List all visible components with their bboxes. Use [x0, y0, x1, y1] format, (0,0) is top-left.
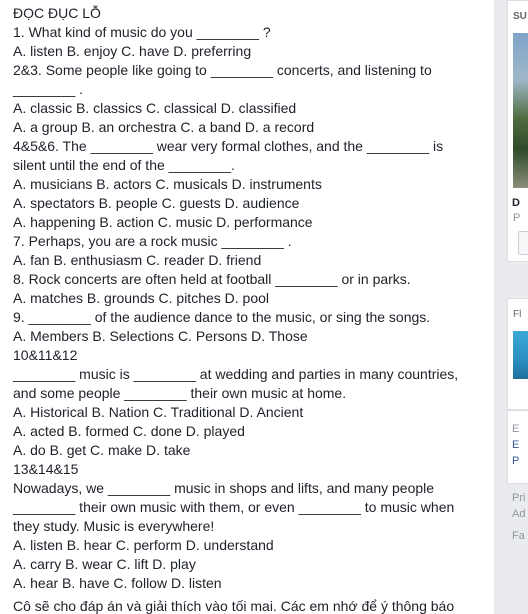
question-line: and some people ________ their own music at home. [13, 385, 347, 401]
question-line: they study. Music is everywhere! [13, 518, 215, 534]
right-sidebar [507, 0, 528, 614]
question-line: 9. ________ of the audience dance to the music, or sing the songs. [13, 309, 431, 325]
suggested-heading: SU [513, 11, 527, 22]
links-card [507, 410, 528, 484]
options-line: A. listen B. enjoy C. have D. preferring [13, 43, 252, 59]
options-line: A. do B. get C. make D. take [13, 442, 191, 458]
question-line: 2&3. Some people like going to ________ concerts, and listening to [13, 62, 432, 78]
options-line: A. Historical B. Nation C. Traditional D. Ancient [13, 404, 304, 420]
facebook-copyright: Fa [512, 530, 525, 542]
section-label: 10&11&12 [13, 347, 78, 363]
links-item[interactable]: E [512, 439, 520, 451]
links-item[interactable]: P [512, 455, 520, 467]
options-line: A. listen B. hear C. perform D. understand [13, 537, 274, 553]
options-line: A. Members B. Selections C. Persons D. Those [13, 328, 308, 344]
options-line: A. acted B. formed C. done D. played [13, 423, 245, 439]
section-label: 13&14&15 [13, 461, 79, 477]
question-line: Nowadays, we ________ music in shops and lifts, and many people [13, 480, 435, 496]
post-footer-note: Cô sẽ cho đáp án và giải thích vào tối mai. Các em nhớ để ý thông báo [13, 598, 455, 614]
post-title: ĐỌC ĐỤC LỖ [13, 5, 101, 21]
question-line: ________ music is ________ at wedding and parties in many countries, [13, 366, 459, 382]
question-line: 8. Rock concerts are often held at football ________ or in parks. [13, 271, 411, 287]
options-line: A. musicians B. actors C. musicals D. instruments [13, 176, 322, 192]
question-line: ________ . [13, 81, 84, 97]
question-line: silent until the end of the ________. [13, 157, 235, 173]
suggested-card [507, 0, 528, 262]
options-line: A. happening B. action C. music D. performance [13, 214, 313, 230]
question-line: 7. Perhaps, you are a rock music ________ . [13, 233, 292, 249]
options-line: A. classic B. classics C. classical D. classified [13, 100, 297, 116]
flights-card [507, 298, 528, 410]
suggested-photo[interactable] [513, 33, 528, 188]
suggested-page-name[interactable]: D [512, 197, 520, 209]
options-line: A. carry B. wear C. lift D. play [13, 556, 196, 572]
links-item[interactable]: E [512, 423, 520, 435]
privacy-link[interactable]: Pri [512, 492, 526, 504]
flights-photo[interactable] [513, 331, 528, 379]
options-line: A. matches B. grounds C. pitches D. pool [13, 290, 270, 306]
options-line: A. fan B. enthusiasm C. reader D. friend [13, 252, 262, 268]
ad-link[interactable]: Ad [512, 508, 526, 520]
options-line: A. a group B. an orchestra C. a band D. a record [13, 119, 315, 135]
like-page-button[interactable] [518, 231, 528, 255]
question-line: 4&5&6. The ________ wear very formal clothes, and the ________ is [13, 138, 444, 154]
options-line: A. hear B. have C. follow D. listen [13, 575, 222, 591]
options-line: A. spectators B. people C. guests D. audience [13, 195, 300, 211]
suggested-page-sub: P [513, 212, 521, 224]
question-line: ________ their own music with them, or even ________ to music when [13, 499, 455, 515]
flights-heading: Fl [513, 309, 522, 320]
question-line: 1. What kind of music do you ________ ? [13, 24, 271, 40]
